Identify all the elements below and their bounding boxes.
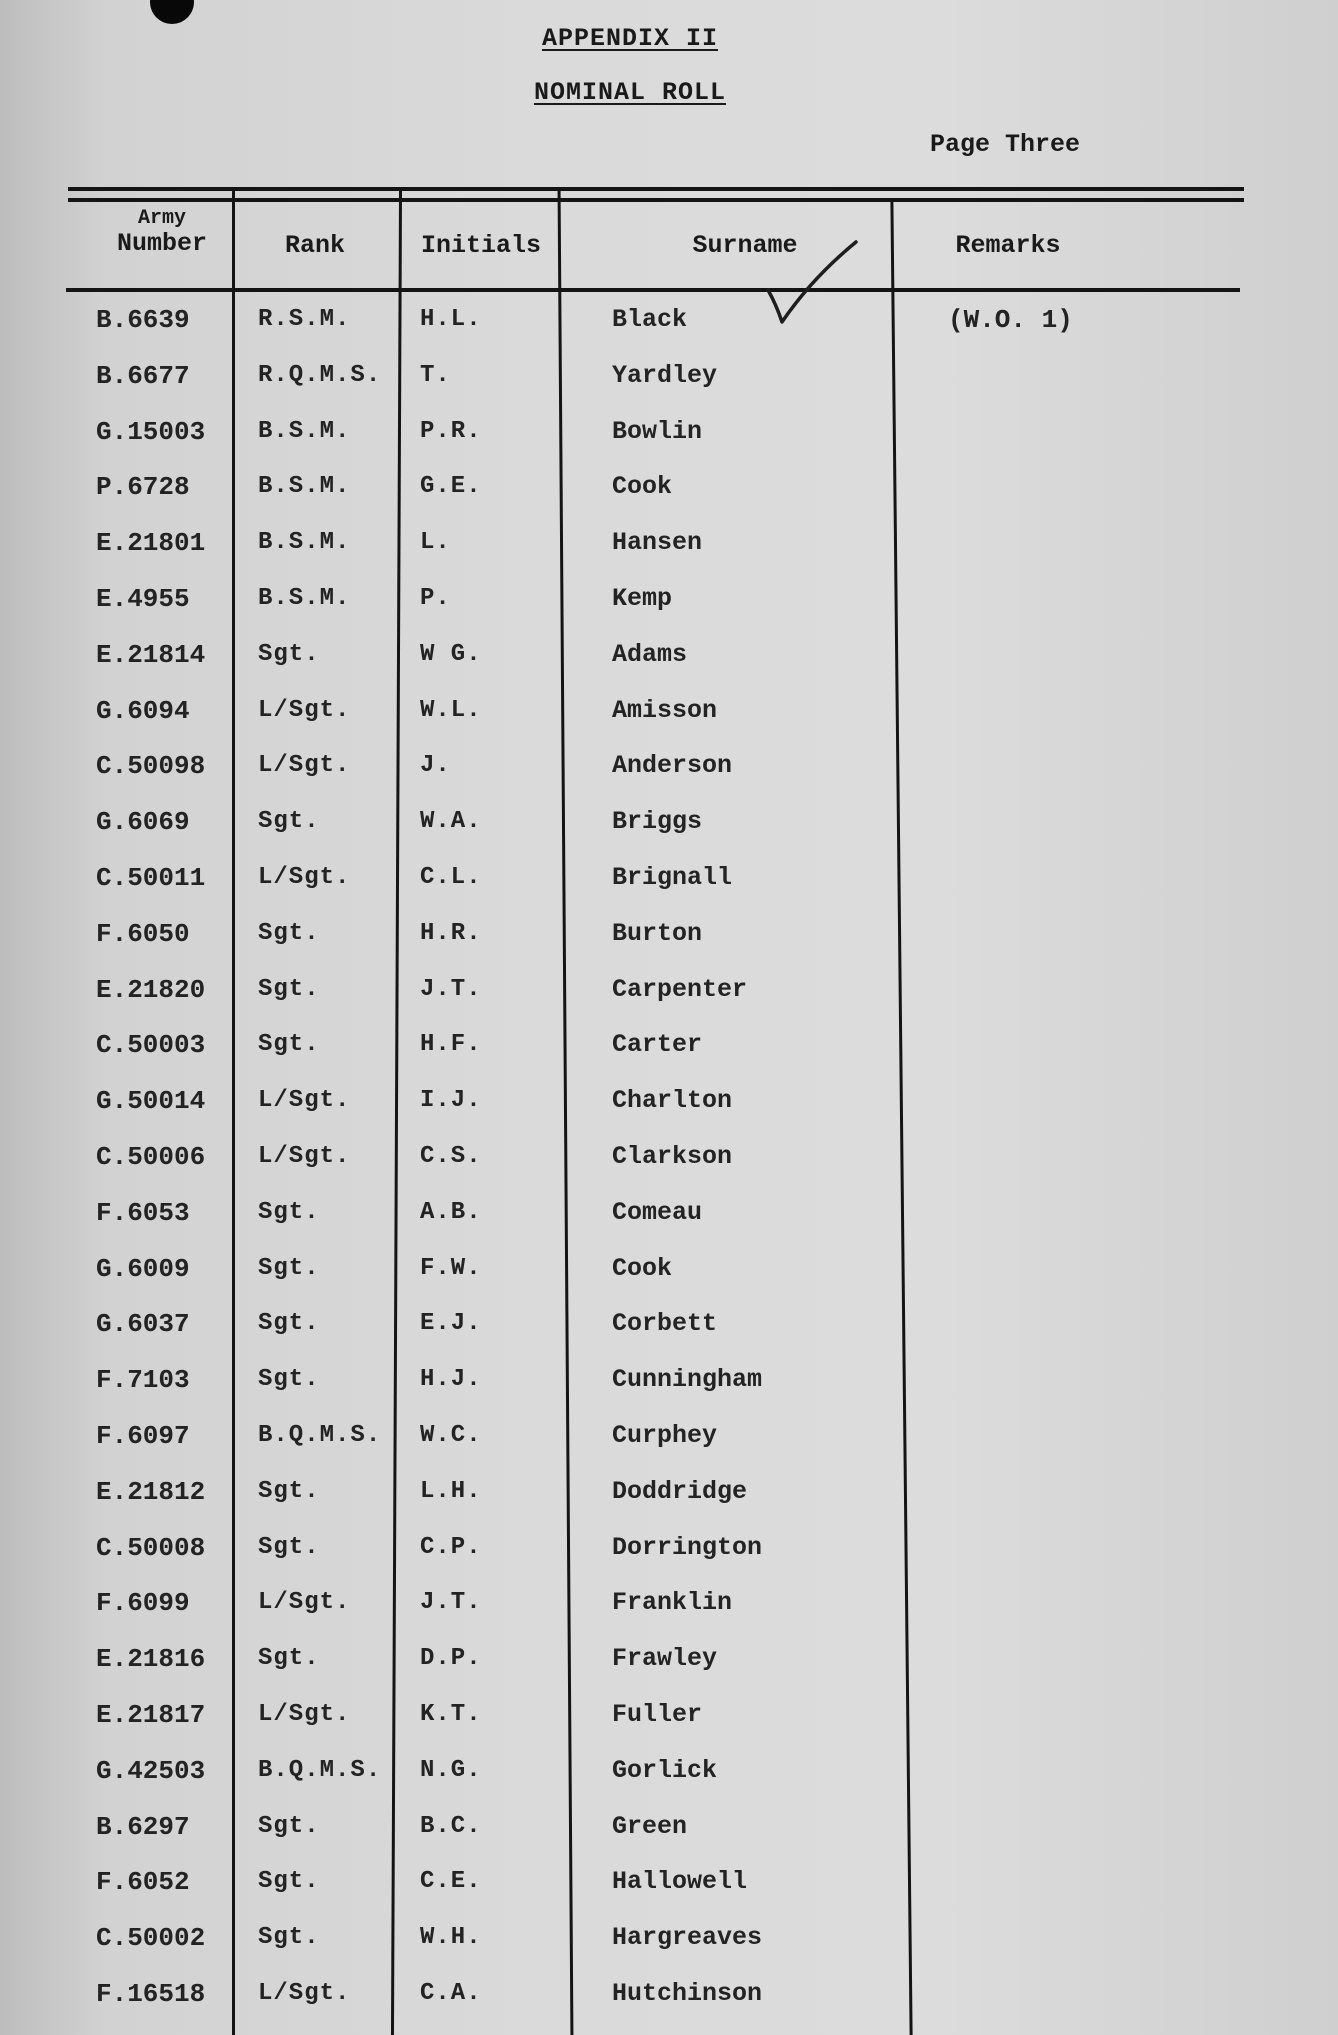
initials-cell: H.J. (420, 1366, 482, 1394)
initials-cell: J.T. (420, 1589, 482, 1617)
army-number-cell: G.6009 (96, 1253, 190, 1284)
army-number-cell: C.50098 (96, 751, 206, 782)
initials-cell: C.L. (420, 863, 482, 891)
initials-cell: C.S. (420, 1142, 482, 1170)
surname-cell: Cook (612, 1253, 673, 1283)
army-number-cell: E.4955 (96, 583, 190, 614)
initials-cell: E.J. (420, 1310, 482, 1338)
army-number-cell: E.21812 (96, 1476, 206, 1507)
surname-cell: Charlton (612, 1086, 733, 1116)
surname-cell: Hutchinson (612, 1978, 763, 2008)
initials-cell: L.H. (420, 1477, 482, 1505)
army-number-cell: F.6050 (96, 918, 190, 949)
surname-cell: Green (612, 1811, 688, 1841)
initials-cell: C.A. (420, 1979, 482, 2007)
surname-cell: Franklin (612, 1588, 733, 1618)
rank-cell: Sgt. (258, 1924, 320, 1952)
army-number-cell: C.50011 (96, 862, 206, 893)
initials-cell: A.B. (420, 1198, 482, 1226)
surname-cell: Gorlick (612, 1755, 718, 1785)
table-row (0, 1302, 1338, 1358)
surname-cell: Bowlin (612, 416, 703, 446)
initials-cell: L. (420, 529, 451, 557)
rank-cell: L/Sgt. (258, 1087, 351, 1115)
initials-cell: N.G. (420, 1756, 482, 1784)
rank-cell: L/Sgt. (258, 1589, 351, 1617)
surname-cell: Yardley (612, 360, 718, 390)
table-row (0, 968, 1338, 1024)
army-number-cell: G.6037 (96, 1309, 190, 1340)
rank-cell: Sgt. (258, 1812, 320, 1840)
page-label: Page Three (930, 130, 1081, 159)
header-surname: Surname (692, 231, 798, 260)
header-army-number-line2: Number (116, 229, 207, 258)
rank-cell: L/Sgt. (258, 1979, 351, 2007)
initials-cell: C.P. (420, 1533, 482, 1561)
army-number-cell: F.7103 (96, 1365, 190, 1396)
surname-cell: Doddridge (612, 1476, 748, 1506)
initials-cell: G.E. (420, 473, 482, 501)
header-remarks: Remarks (955, 231, 1061, 260)
initials-cell: J.T. (420, 975, 482, 1003)
rank-cell: Sgt. (258, 808, 320, 836)
surname-cell: Burton (612, 918, 703, 948)
rank-cell: B.Q.M.S. (258, 1756, 382, 1784)
header-army-number (92, 208, 232, 258)
rank-cell: Sgt. (258, 1477, 320, 1505)
surname-cell: Comeau (612, 1197, 703, 1227)
army-number-cell: P.6728 (96, 472, 190, 503)
army-number-cell: G.6094 (96, 695, 190, 726)
army-number-cell: F.16518 (96, 1978, 206, 2009)
table-row (0, 465, 1338, 521)
surname-cell: Carter (612, 1030, 703, 1060)
rank-cell: L/Sgt. (258, 752, 351, 780)
table-row (0, 912, 1338, 968)
table-row (0, 1470, 1338, 1526)
initials-cell: C.E. (420, 1868, 482, 1896)
table-row (0, 689, 1338, 745)
army-number-cell: E.21801 (96, 528, 206, 559)
table-row (0, 354, 1338, 410)
army-number-cell: F.6053 (96, 1197, 190, 1228)
rank-cell: Sgt. (258, 1310, 320, 1338)
rank-cell: Sgt. (258, 975, 320, 1003)
initials-cell: P. (420, 584, 451, 612)
army-number-cell: G.15003 (96, 416, 206, 447)
army-number-cell: F.6097 (96, 1420, 190, 1451)
initials-cell: W.A. (420, 808, 482, 836)
table-row (0, 1358, 1338, 1414)
surname-cell: Black (612, 305, 688, 334)
initials-cell: H.R. (420, 919, 482, 947)
initials-cell: H.L. (420, 306, 482, 333)
rank-cell: R.S.M. (258, 306, 351, 333)
table-row (0, 1860, 1338, 1916)
army-number-cell: F.6052 (96, 1867, 190, 1898)
rank-cell: B.Q.M.S. (258, 1421, 382, 1449)
initials-cell: J. (420, 752, 451, 780)
table-row (0, 1247, 1338, 1303)
table-top-rule-1 (68, 187, 1244, 191)
table-row (0, 800, 1338, 856)
army-number-cell: C.50002 (96, 1923, 206, 1954)
army-number-cell: E.21820 (96, 974, 206, 1005)
nominal-roll-rows (0, 298, 1338, 2028)
rank-cell: Sgt. (258, 1254, 320, 1282)
table-row (0, 1526, 1338, 1582)
surname-cell: Cunningham (612, 1365, 763, 1395)
table-row (0, 1581, 1338, 1637)
table-row (0, 633, 1338, 689)
table-row (0, 577, 1338, 633)
table-row (0, 1023, 1338, 1079)
initials-cell: T. (420, 361, 451, 389)
table-row (0, 1414, 1338, 1470)
surname-cell: Anderson (612, 751, 733, 781)
header-initials: Initials (420, 231, 542, 260)
army-number-cell: C.50006 (96, 1141, 206, 1172)
rank-cell: Sgt. (258, 1031, 320, 1059)
initials-cell: F.W. (420, 1254, 482, 1282)
rank-cell: L/Sgt. (258, 1700, 351, 1728)
rank-cell: B.S.M. (258, 584, 351, 612)
nominal-roll-heading: NOMINAL ROLL (533, 78, 727, 107)
appendix-heading: APPENDIX II (541, 24, 719, 53)
remarks-cell: (W.O. 1) (948, 305, 1073, 335)
surname-cell: Hansen (612, 528, 703, 558)
rank-cell: Sgt. (258, 1366, 320, 1394)
surname-cell: Fuller (612, 1699, 703, 1729)
table-row (0, 856, 1338, 912)
rank-cell: Sgt. (258, 1645, 320, 1673)
surname-cell: Curphey (612, 1420, 718, 1450)
surname-cell: Kemp (612, 583, 673, 613)
rank-cell: Sgt. (258, 640, 320, 668)
initials-cell: W.C. (420, 1421, 482, 1449)
rank-cell: L/Sgt. (258, 863, 351, 891)
army-number-cell: B.6639 (96, 305, 190, 335)
table-row (0, 521, 1338, 577)
surname-cell: Hallowell (612, 1867, 748, 1897)
table-row (0, 1805, 1338, 1861)
army-number-cell: E.21816 (96, 1644, 206, 1675)
rank-cell: L/Sgt. (258, 1142, 351, 1170)
rank-cell: B.S.M. (258, 529, 351, 557)
army-number-cell: C.50008 (96, 1532, 206, 1563)
table-row (0, 298, 1338, 354)
initials-cell: B.C. (420, 1812, 482, 1840)
rank-cell: L/Sgt. (258, 696, 351, 724)
army-number-cell: F.6099 (96, 1588, 190, 1619)
surname-cell: Frawley (612, 1644, 718, 1674)
table-row (0, 1749, 1338, 1805)
initials-cell: K.T. (420, 1700, 482, 1728)
initials-cell: H.F. (420, 1031, 482, 1059)
army-number-cell: C.50003 (96, 1030, 206, 1061)
army-number-cell: G.42503 (96, 1755, 206, 1786)
rank-cell: Sgt. (258, 1868, 320, 1896)
initials-cell: W.H. (420, 1924, 482, 1952)
table-row (0, 1191, 1338, 1247)
surname-cell: Dorrington (612, 1532, 763, 1562)
army-number-cell: E.21814 (96, 639, 206, 670)
surname-cell: Amisson (612, 695, 718, 725)
surname-cell: Brignall (612, 862, 733, 892)
table-row (0, 1135, 1338, 1191)
header-army-number-line1: Army (137, 207, 186, 230)
initials-cell: W.L. (420, 696, 482, 724)
army-number-cell: B.6677 (96, 360, 190, 391)
header-rank: Rank (284, 231, 345, 260)
rank-cell: Sgt. (258, 1533, 320, 1561)
army-number-cell: G.50014 (96, 1086, 206, 1117)
army-number-cell: G.6069 (96, 807, 190, 838)
table-row (0, 1972, 1338, 2028)
rank-cell: B.S.M. (258, 417, 351, 445)
table-row (0, 410, 1338, 466)
initials-cell: D.P. (420, 1645, 482, 1673)
table-row (0, 744, 1338, 800)
rank-cell: B.S.M. (258, 473, 351, 501)
surname-cell: Briggs (612, 807, 703, 837)
rank-cell: Sgt. (258, 919, 320, 947)
header-bottom-rule (66, 288, 1240, 292)
surname-cell: Adams (612, 639, 688, 669)
surname-cell: Hargreaves (612, 1923, 763, 1953)
army-number-cell: E.21817 (96, 1699, 206, 1730)
initials-cell: W G. (420, 640, 482, 668)
army-number-cell: B.6297 (96, 1811, 190, 1842)
surname-cell: Clarkson (612, 1141, 733, 1171)
rank-cell: Sgt. (258, 1198, 320, 1226)
surname-cell: Carpenter (612, 974, 748, 1004)
initials-cell: I.J. (420, 1087, 482, 1115)
initials-cell: P.R. (420, 417, 482, 445)
surname-cell: Cook (612, 472, 673, 502)
table-row (0, 1916, 1338, 1972)
rank-cell: R.Q.M.S. (258, 361, 382, 389)
table-row (0, 1693, 1338, 1749)
surname-cell: Corbett (612, 1309, 718, 1339)
table-row (0, 1637, 1338, 1693)
table-top-rule-2 (68, 198, 1244, 202)
table-row (0, 1079, 1338, 1135)
punch-hole (150, 0, 194, 24)
